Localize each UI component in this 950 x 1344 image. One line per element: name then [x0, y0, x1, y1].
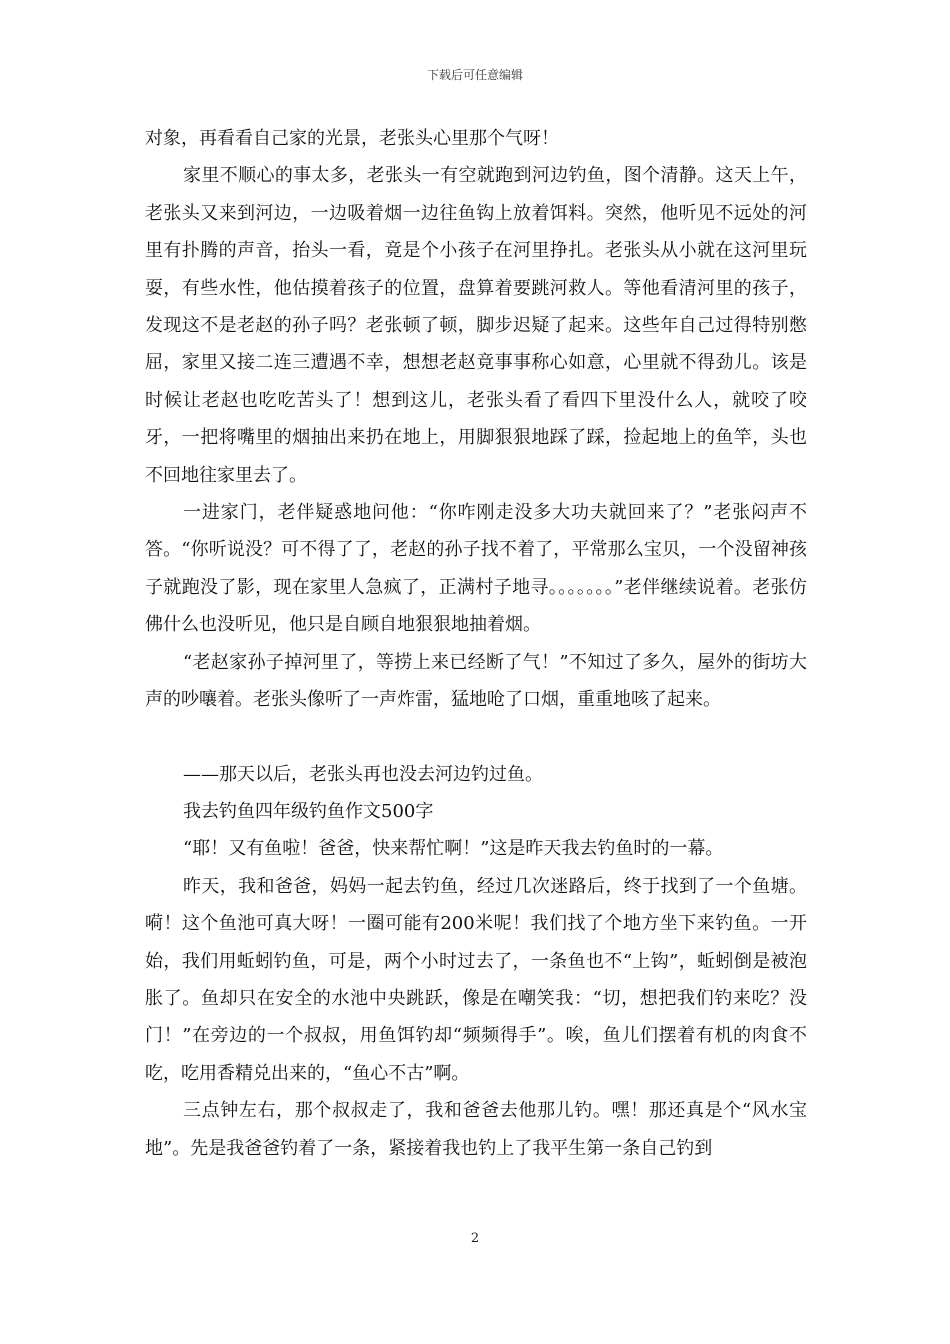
paragraph: 对象，再看看自己家的光景，老张头心里那个气呀！	[145, 128, 559, 149]
paragraph: 昨天，我和爸爸，妈妈一起去钓鱼，经过几次迷路后，终于找到了一个鱼塘。嗬！这个鱼池可真大呀！一圈可能有200米呢！我们找了个地方坐下来钓鱼。一开始，我们用蚯蚓钓鱼，可是，两个小时过去了，一条鱼也不“上钩”，蚯蚓倒是被泡胀了。鱼却只在安全的水池中央跳跃，像是在嘲笑我：“切，想把我们钓来吃？没门！”在旁边的一个叔叔，用鱼饵钓却“频频得手”。唉，鱼儿们摆着有机的肉食不吃，吃用香精兑出来的，“鱼心不古”啊。	[145, 875, 807, 1084]
essay-title: 我去钓鱼四年级钓鱼作文500字	[183, 800, 434, 822]
page-number: 2	[470, 1231, 480, 1246]
paragraph: ——那天以后，老张头再也没去河边钓过鱼。	[183, 763, 543, 785]
page-header: 下载后可任意编辑	[426, 68, 523, 82]
paragraph: “耶！又有鱼啦！爸爸，快来帮忙啊！”这是昨天我去钓鱼时的一幕。	[183, 838, 724, 860]
document-body	[145, 120, 807, 1167]
paragraph: 一进家门，老伴疑惑地问他：“你咋刚走没多大功夫就回来了？”老张闷声不答。“你听说没？可不得了了，老赵的孙子找不着了，平常那么宝贝，一个没留神孩子就跑没了影，现在家里人急疯了，正满村子地寻。。。。。。。”老伴继续说着。老张仿佛什么也没听见，他只是自顾自地狠狠地抽着烟。	[145, 502, 807, 636]
paragraph: 家里不顺心的事太多，老张头一有空就跑到河边钓鱼，图个清静。这天上午，老张头又来到河边，一边吸着烟一边往鱼钩上放着饵料。突然，他听见不远处的河里有扑腾的声音，抬头一看，竟是个小孩子在河里挣扎。老张头从小就在这河里玩耍，有些水性，他估摸着孩子的位置，盘算着要跳河救人。等他看清河里的孩子，发现这不是老赵的孙子吗？老张顿了顿，脚步迟疑了起来。这些年自己过得特别憋屈，家里又接二连三遭遇不幸，想想老赵竟事事称心如意，心里就不得劲儿。该是时候让老赵也吃吃苦头了！想到这儿，老张头看了看四下里没什么人，就咬了咬牙，一把将嘴里的烟抽出来扔在地上，用脚狠狠地踩了踩，捡起地上的鱼竿，头也不回地往家里去了。	[145, 165, 807, 486]
paragraph: 三点钟左右，那个叔叔走了，我和爸爸去他那儿钓。嘿！那还真是个“风水宝地”。先是我爸爸钓着了一条，紧接着我也钓上了我平生第一条自己钓到	[145, 1100, 807, 1159]
paragraph: “老赵家孙子掉河里了，等捞上来已经断了气！”不知过了多久，屋外的街坊大声的吵嚷着。老张头像听了一声炸雷，猛地呛了口烟，重重地咳了起来。	[145, 651, 807, 711]
paragraph-gap	[145, 719, 807, 756]
